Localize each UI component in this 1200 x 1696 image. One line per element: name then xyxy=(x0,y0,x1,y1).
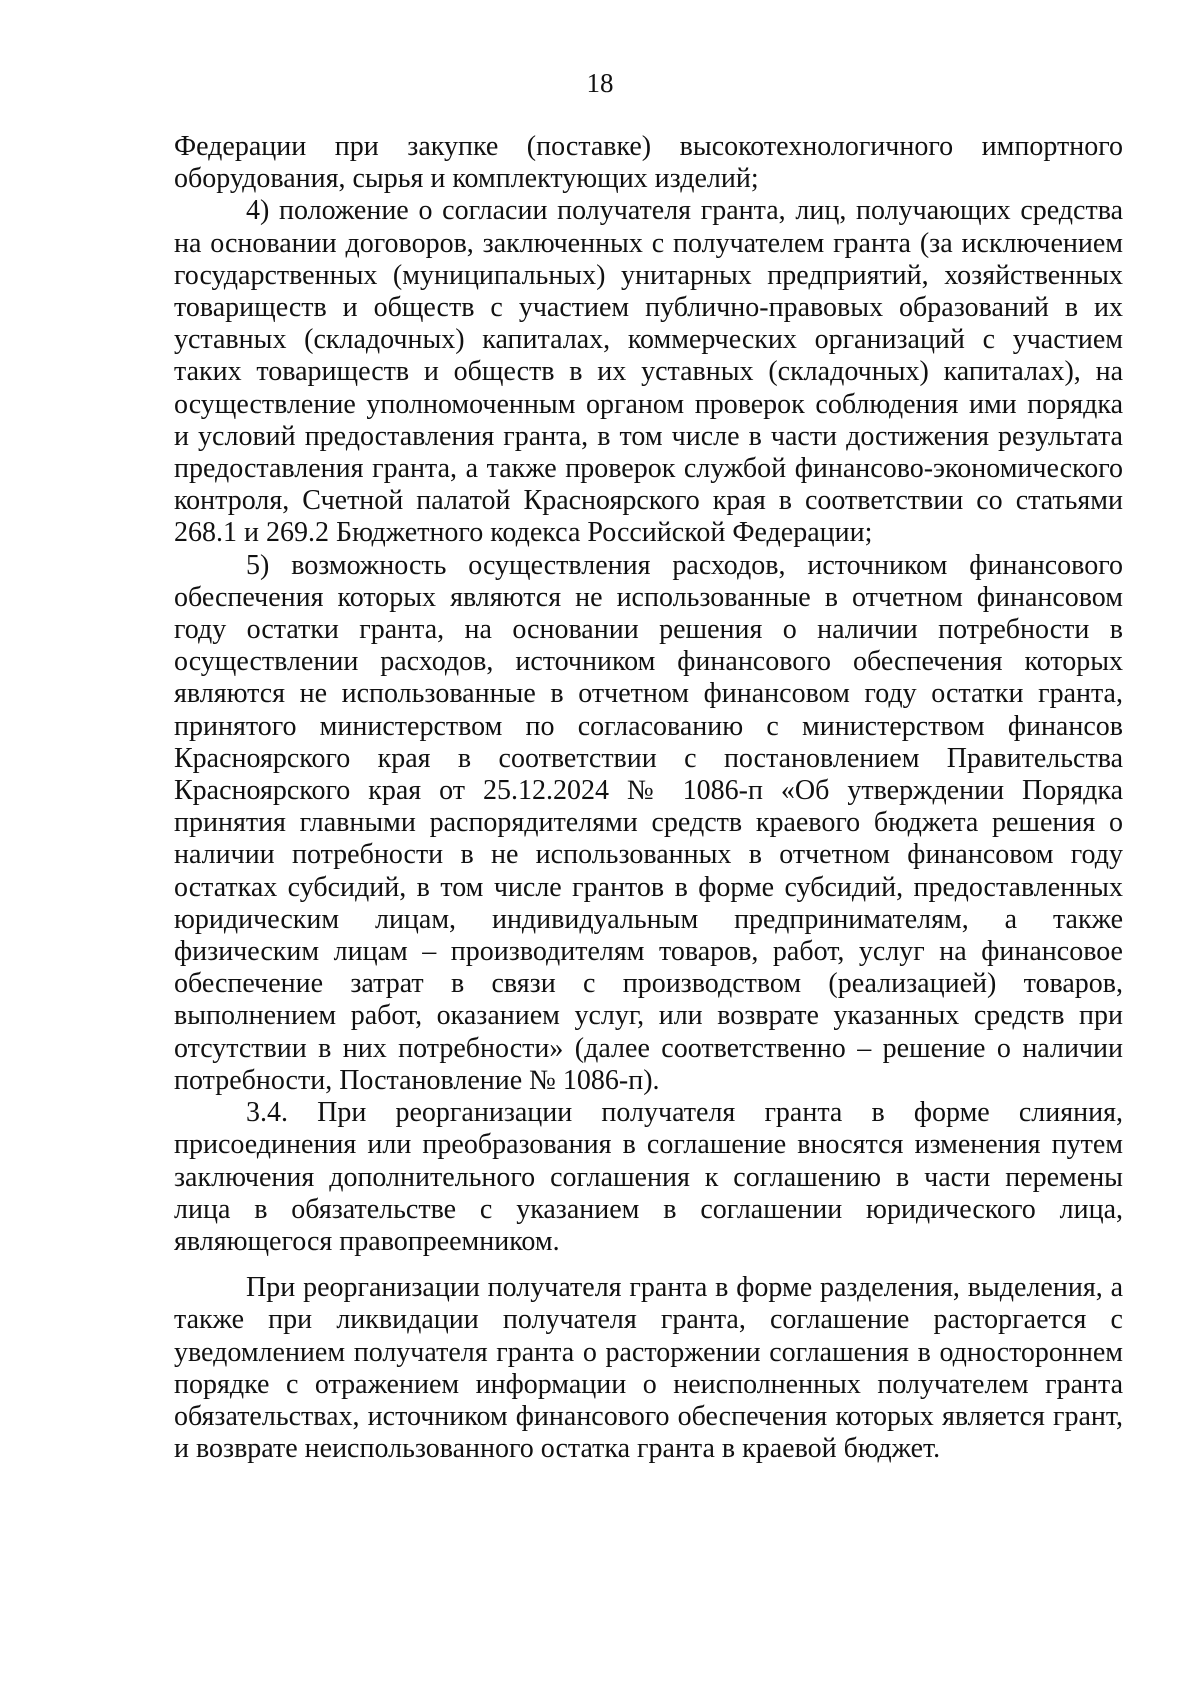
paragraph-item-4: 4) положение о согласии получателя гранта, лиц, получающих средства на основании договоров, заключенных с получателем гранта (за исключением государственных (муниципальных) унитарных предприятий, хозяйственных товариществ и обществ с участием публично-правовых образований в их уставных (складочных) капиталах, коммерческих организаций с участием таких товариществ и обществ в их уставных (складочных) капиталах), на осуществление уполномоченным органом проверок соблюдения ими порядка и условий предоставления гранта, в том числе в части достижения результата предоставления гранта, а также проверок службой финансово-экономического контроля, Счетной палатой Красноярского края в соответствии со статьями 268.1 и 269.2 Бюджетного кодекса Российской Федерации; xyxy=(174,195,1123,549)
paragraph-3-4: 3.4. При реорганизации получателя гранта в форме слияния, присоединения или преобразования в соглашение вносятся изменения путем заключения дополнительного соглашения к соглашению в части перемены лица в обязательстве с указанием в соглашении юридического лица, являющегося правопреемником. xyxy=(174,1097,1123,1257)
document-body xyxy=(174,131,1123,1465)
paragraph-liquidation: При реорганизации получателя гранта в форме разделения, выделения, а также при ликвидации получателя гранта, соглашение расторгается с уведомлением получателя гранта о расторжении соглашения в одностороннем порядке с отражением информации о неисполненных получателем гранта обязательствах, источником финансового обеспечения которых является грант, и возврате неиспользованного остатка гранта в краевой бюджет. xyxy=(174,1272,1123,1465)
paragraph-continuation: Федерации при закупке (поставке) высокотехнологичного импортного оборудования, сырья и комплектующих изделий; xyxy=(174,131,1123,195)
page-number: 18 xyxy=(586,68,614,98)
paragraph-item-5: 5) возможность осуществления расходов, источником финансового обеспечения которых являются не использованные в отчетном финансовом году остатки гранта, на основании решения о наличии потребности в осуществлении расходов, источником финансового обеспечения которых являются не использованные в отчетном финансовом году остатки гранта, принятого министерством по согласованию с министерством финансов Красноярского края в соответствии с постановлением Правительства Красноярского края от 25.12.2024 № 1086-п «Об утверждении Порядка принятия главными распорядителями средств краевого бюджета решения о наличии потребности в не использованных в отчетном финансовом году остатках субсидий, в том числе грантов в форме субсидий, предоставленных юридическим лицам, индивидуальным предпринимателям, а также физическим лицам – производителям товаров, работ, услуг на финансовое обеспечение затрат в связи с производством (реализацией) товаров, выполнением работ, оказанием услуг, или возврате указанных средств при отсутствии в них потребности» (далее соответственно – решение о наличии потребности, Постановление № 1086-п). xyxy=(174,549,1123,1096)
